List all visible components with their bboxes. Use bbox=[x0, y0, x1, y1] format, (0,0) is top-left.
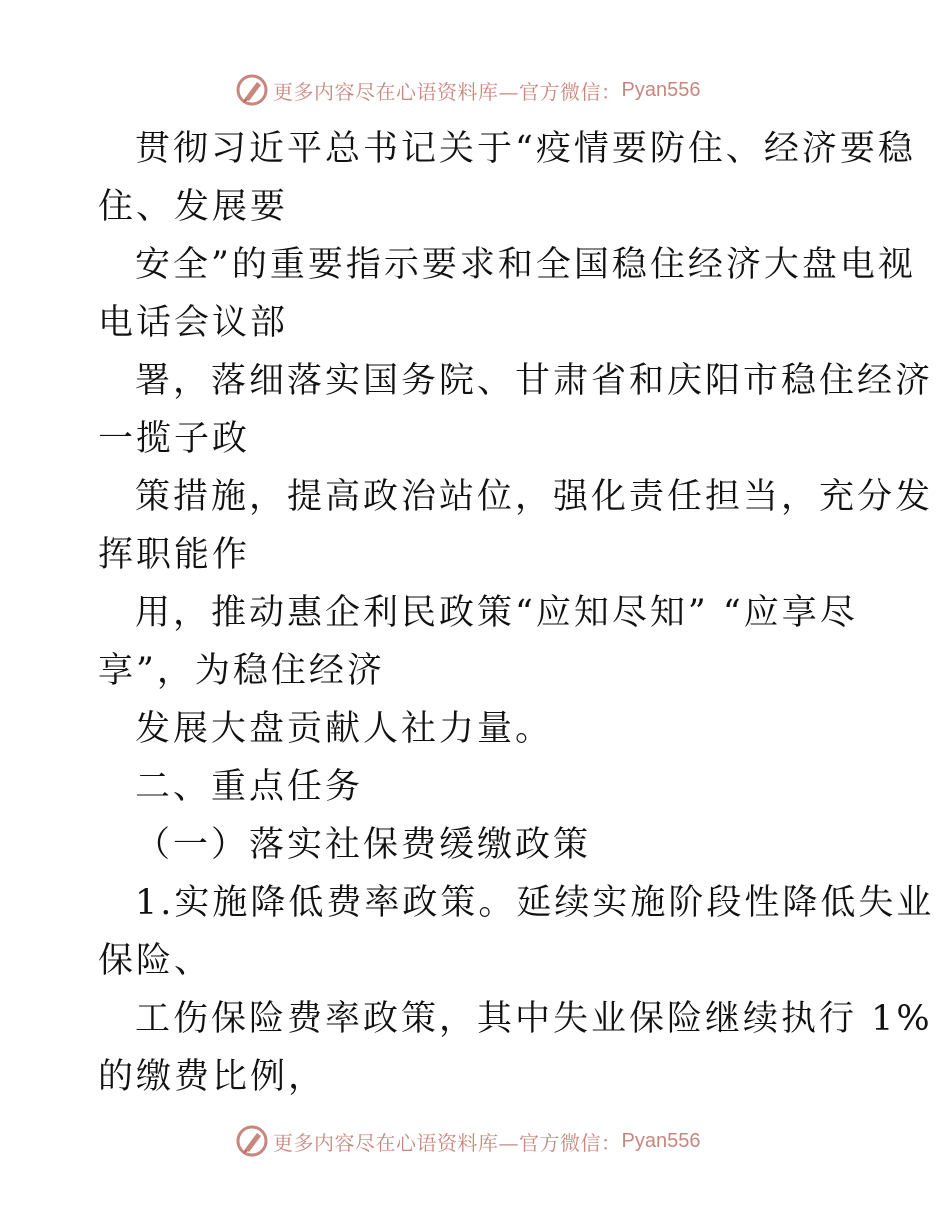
watermark-id: Pyan556 bbox=[621, 78, 701, 101]
text-line: 策措施，提高政治站位，强化责任担当，充分发 bbox=[135, 477, 934, 517]
text-line: 1.实施降低费率政策。延续实施阶段性降低失业 bbox=[135, 883, 935, 923]
text-line: 贯彻习近平总书记关于“疫情要防住、经济要稳 bbox=[135, 129, 916, 169]
watermark-text: 更多内容尽在心语资料库—官方微信： bbox=[273, 79, 622, 104]
text-line: 安全”的重要指示要求和全国稳住经济大盘电视 bbox=[135, 245, 916, 285]
text-line: 享”，为稳住经济 bbox=[98, 651, 385, 691]
watermark-text: 更多内容尽在心语资料库—官方微信： bbox=[273, 1130, 622, 1155]
pen-logo-icon bbox=[235, 1124, 269, 1158]
text-line: 发展大盘贡献人社力量。 bbox=[135, 709, 554, 749]
text-line: 署，落细落实国务院、甘肃省和庆阳市稳住经济 bbox=[135, 361, 934, 401]
pen-logo-icon bbox=[235, 73, 269, 107]
text-line: 保险、 bbox=[98, 941, 213, 981]
text-line: 电话会议部 bbox=[98, 303, 289, 343]
text-line: 工伤保险费率政策，其中失业保险继续执行 1% bbox=[135, 999, 933, 1039]
text-line: 用，推动惠企利民政策“应知尽知” “应享尽 bbox=[135, 593, 858, 633]
section-heading: 二、重点任务 bbox=[135, 767, 364, 807]
footer-watermark bbox=[235, 1123, 700, 1159]
text-line: 挥职能作 bbox=[98, 535, 251, 575]
header-watermark bbox=[235, 72, 700, 108]
watermark-id: Pyan556 bbox=[621, 1129, 701, 1152]
subsection-heading: （一）落实社保费缓缴政策 bbox=[135, 825, 592, 865]
text-line: 住、发展要 bbox=[98, 187, 289, 227]
text-line: 的缴费比例， bbox=[98, 1057, 327, 1097]
text-line: 一揽子政 bbox=[98, 419, 251, 459]
